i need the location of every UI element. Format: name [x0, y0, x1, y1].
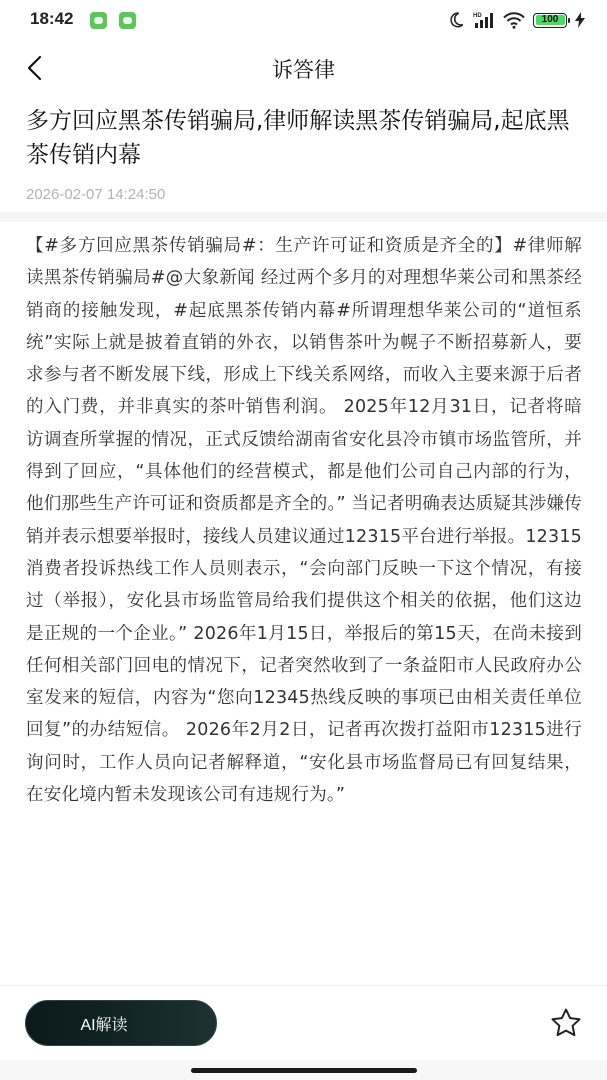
star-outline-icon [549, 1006, 583, 1040]
ai-interpret-label: AI解读 [80, 1017, 128, 1034]
favorite-button[interactable] [549, 1006, 583, 1040]
battery-level: 100 [541, 13, 559, 25]
status-time: 18:42 [30, 9, 74, 28]
article-body-container[interactable] [26, 230, 582, 986]
wifi-icon [503, 11, 525, 29]
svg-text:HD: HD [473, 13, 482, 19]
battery-icon [533, 13, 567, 28]
hd-signal-icon [473, 11, 495, 29]
status-icons [447, 9, 585, 31]
article-body: 【#多方回应黑茶传销骗局#：生产许可证和资质是齐全的】#律师解读黑茶传销骗局#@大象新闻 经过两个多月的对理想华莱公司和黑茶经销商的接触发现，#起底黑茶传销内幕#所谓理想华莱公司的“道恒系统”实际上就是披着直销的外衣，以销售茶叶为幌子不断招募新人，要求参与者不断发展下线，形成上下线关系网络，而收入主要来源于后者的入门费，并非真实的茶叶销售利润。 2025年12月31日，记者将暗访调查所掌握的情况，正式反馈给湖南省安化县冷市镇市场监管所，并得到了回应，“具体他们的经营模式，都是他们公司自己内部的行为，他们那些生产许可证和资质都是齐全的。” 当记者明确表达质疑其涉嫌传销并表示想要举报时，接线人员建议通过12315平台进行举报。12315消费者投诉热线工作人员则表示，“会向部门反映一下这个情况，有接过（举报），安化县市场监管局给我们提供这个相关的依据，他们这边是正规的一个企业。” 2026年1月15日，举报后的第15天，在尚未接到任何相关部门回电的情况下，记者突然收到了一条益阳市人民政府办公室发来的短信，内容为“您向12345热线反映的事项已由相关责任单位回复”的办结短信。 2026年2月2日，记者再次拨打益阳市12315进行询问时，工作人员向记者解释道，“安化县市场监督局已有回复结果，在安化境内暂未发现该公司有违规行为。” [26, 236, 582, 806]
bottom-bar [0, 985, 607, 1061]
moon-icon [447, 11, 465, 29]
divider [0, 212, 607, 222]
nav-title: 诉答律 [272, 58, 335, 82]
article-date: 2026-02-07 14:24:50 [26, 186, 166, 203]
ai-interpret-button[interactable] [25, 1000, 217, 1046]
status-bar [0, 0, 607, 40]
home-gesture-bar[interactable] [191, 1068, 417, 1073]
charging-icon [575, 12, 585, 28]
notification-app-icon [90, 12, 107, 29]
nav-bar [0, 40, 607, 96]
content-fade [0, 950, 607, 990]
notification-app-icon [119, 12, 136, 29]
article-title: 多方回应黑茶传销骗局,律师解读黑茶传销骗局,起底黑茶传销内幕 [26, 108, 570, 168]
